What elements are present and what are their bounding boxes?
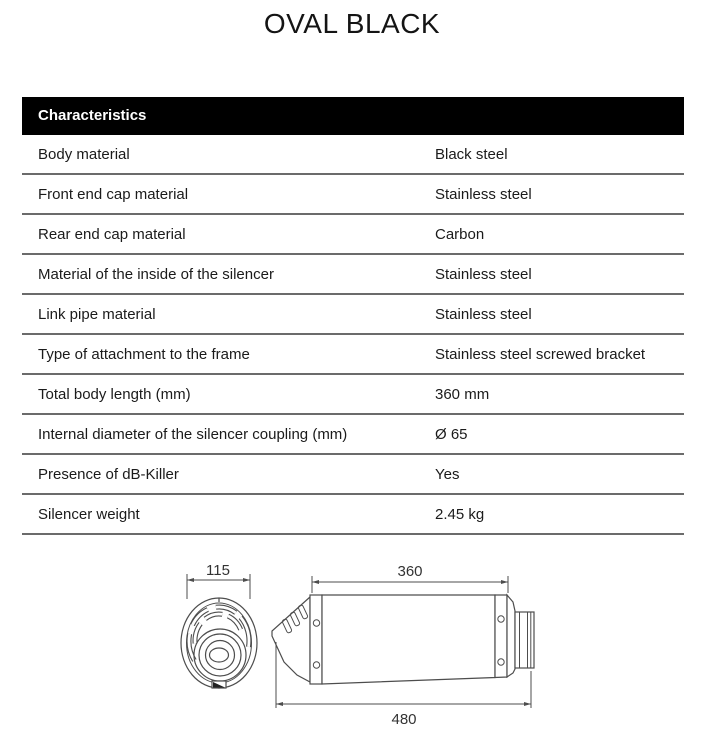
side-view xyxy=(272,595,534,684)
bottom-bracket xyxy=(212,681,226,688)
row-label: Front end cap material xyxy=(38,185,189,203)
row-label: Body material xyxy=(38,145,130,163)
row-label: Type of attachment to the frame xyxy=(38,345,250,363)
row-value: Carbon xyxy=(435,225,485,243)
technical-drawing xyxy=(0,545,704,740)
table-row xyxy=(22,415,684,455)
row-label: Material of the inside of the silencer xyxy=(38,265,274,283)
row-value: Stainless steel screwed bracket xyxy=(435,345,646,363)
silencer-body xyxy=(322,595,495,684)
dimension-360 xyxy=(312,563,508,593)
row-label: Presence of dB-Killer xyxy=(38,465,179,483)
table-row xyxy=(22,175,684,215)
row-label: Silencer weight xyxy=(38,505,140,523)
front-width-dim-label: 115 xyxy=(206,562,230,579)
table-row xyxy=(22,495,684,535)
dimension-115 xyxy=(187,562,250,599)
row-label: Rear end cap material xyxy=(38,225,186,243)
table-header: Characteristics xyxy=(22,97,684,135)
table-row xyxy=(22,135,684,175)
body-length-dim-label: 360 xyxy=(397,563,423,580)
outlet-pipe xyxy=(515,612,534,668)
characteristics-table xyxy=(22,97,684,535)
table-row xyxy=(22,295,684,335)
table-row xyxy=(22,255,684,295)
row-label: Total body length (mm) xyxy=(38,385,191,403)
row-label: Internal diameter of the silencer coupling (mm) xyxy=(38,425,348,443)
table-row xyxy=(22,375,684,415)
total-length-dim-label: 480 xyxy=(391,711,417,728)
row-value: Ø 65 xyxy=(435,425,468,443)
table-row xyxy=(22,455,684,495)
end-view xyxy=(181,598,257,688)
page-title: OVAL BLACK xyxy=(263,8,441,39)
row-value: Stainless steel xyxy=(435,185,532,203)
row-value: 2.45 kg xyxy=(435,505,485,523)
row-value: Black steel xyxy=(435,145,508,163)
row-value: Yes xyxy=(435,465,460,483)
row-value: Stainless steel xyxy=(435,305,532,323)
row-label: Link pipe material xyxy=(38,305,156,323)
front-band xyxy=(310,595,322,684)
row-value: 360 mm xyxy=(435,385,490,403)
table-row xyxy=(22,335,684,375)
table-row xyxy=(22,215,684,255)
rear-cap xyxy=(507,595,515,677)
row-value: Stainless steel xyxy=(435,265,532,283)
outlet-circles xyxy=(194,629,246,681)
